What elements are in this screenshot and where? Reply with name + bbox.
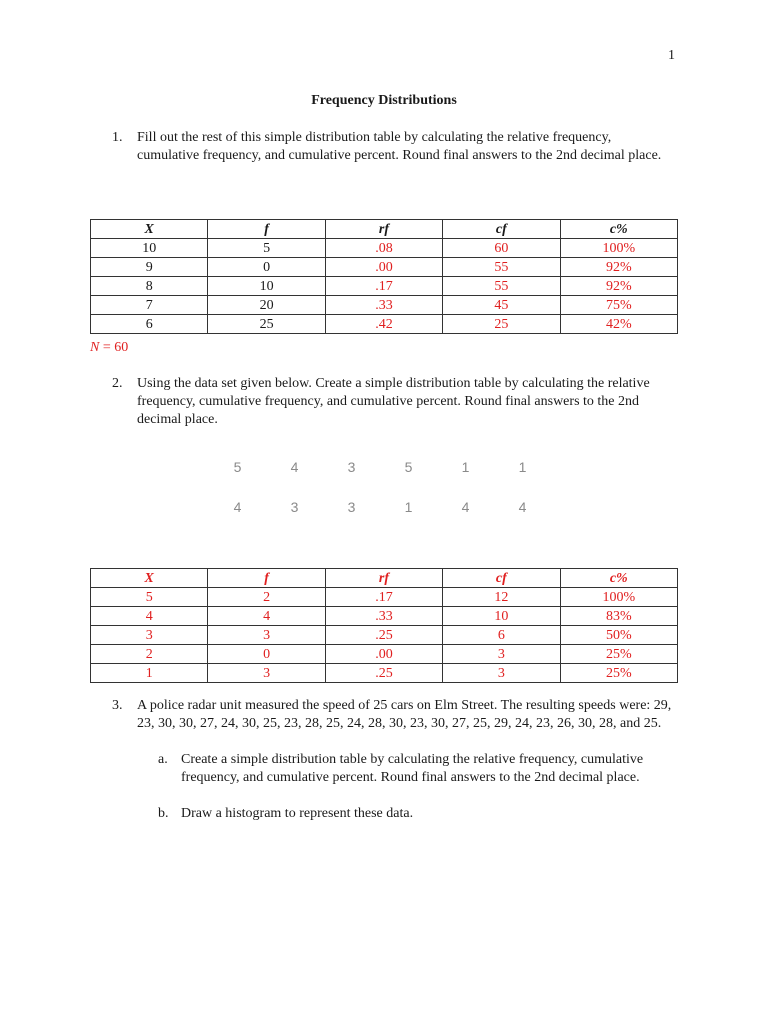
table-header-row [91, 220, 678, 239]
cell-x: 8 [91, 277, 208, 296]
cell-cf: 10 [443, 607, 560, 626]
header-cpercent: c% [560, 220, 677, 239]
cell-f: 2 [208, 588, 325, 607]
q1-distribution-table [90, 219, 678, 334]
header-rf: rf [325, 220, 442, 239]
cell-x: 10 [91, 239, 208, 258]
question-2 [112, 375, 672, 429]
sub-question-text: Draw a histogram to represent these data. [181, 806, 414, 821]
cell-cf: 3 [443, 645, 560, 664]
question-1 [112, 129, 672, 165]
dataset-value: 1 [518, 459, 527, 475]
question-3 [112, 697, 672, 733]
dataset-value: 1 [461, 459, 470, 475]
cell-f: 0 [208, 258, 325, 277]
cell-f: 0 [208, 645, 325, 664]
cell-f: 5 [208, 239, 325, 258]
cell-rf: .17 [325, 277, 442, 296]
cell-cpercent: 92% [560, 258, 677, 277]
cell-f: 3 [208, 626, 325, 645]
header-rf: rf [325, 569, 442, 588]
q2-distribution-table [90, 568, 678, 683]
dataset-row-1 [209, 459, 551, 475]
cell-cpercent: 75% [560, 296, 677, 315]
table-row [91, 239, 678, 258]
cell-rf: .33 [325, 296, 442, 315]
cell-cpercent: 42% [560, 315, 677, 334]
cell-cf: 3 [443, 664, 560, 683]
cell-rf: .25 [325, 664, 442, 683]
header-x: X [91, 569, 208, 588]
question-text: Using the data set given below. Create a simple distribution table by calculating the relative frequency, cumulative frequency, and cumulative percent. Round final answers to the 2nd decimal place. [137, 376, 650, 427]
cell-rf: .00 [325, 645, 442, 664]
table-row [91, 626, 678, 645]
cell-rf: .17 [325, 588, 442, 607]
header-f: f [208, 569, 325, 588]
question-text: A police radar unit measured the speed of 25 cars on Elm Street. The resulting speeds were: 29, 23, 30, 30, 27, 24, 30, 25, 23, 28, 25, 24, 28, 30, 23, 30, 27, 25, 29, 24, 23, 26, 30, 28, and 25. [137, 698, 672, 731]
dataset-row-2 [209, 499, 551, 515]
cell-x: 6 [91, 315, 208, 334]
cell-cf: 55 [443, 277, 560, 296]
cell-x: 2 [91, 645, 208, 664]
header-cpercent: c% [560, 569, 677, 588]
cell-cpercent: 25% [560, 645, 677, 664]
n-value: = 60 [99, 340, 129, 355]
cell-f: 25 [208, 315, 325, 334]
cell-cf: 60 [443, 239, 560, 258]
table-row [91, 607, 678, 626]
page-title: Frequency Distributions [311, 93, 457, 108]
table-row [91, 296, 678, 315]
dataset-value: 5 [404, 459, 413, 475]
dataset-value: 4 [233, 499, 242, 515]
dataset-value: 4 [461, 499, 470, 515]
cell-cpercent: 50% [560, 626, 677, 645]
question-number: 3. [112, 698, 123, 713]
cell-x: 1 [91, 664, 208, 683]
sub-question-letter: b. [158, 806, 169, 821]
header-cf: cf [443, 220, 560, 239]
sub-question-text: Create a simple distribution table by calculating the relative frequency, cumulative frequency, and cumulative percent. Round final answers to the 2nd decimal place. [181, 752, 644, 785]
cell-x: 3 [91, 626, 208, 645]
n-symbol: N [90, 340, 100, 355]
question-number: 1. [112, 130, 123, 145]
cell-f: 10 [208, 277, 325, 296]
cell-rf: .00 [325, 258, 442, 277]
dataset-value: 4 [290, 459, 299, 475]
cell-cf: 6 [443, 626, 560, 645]
cell-cf: 55 [443, 258, 560, 277]
table-row [91, 277, 678, 296]
n-total-label [90, 340, 128, 356]
table-header-row [91, 569, 678, 588]
dataset-value: 3 [347, 459, 356, 475]
cell-rf: .08 [325, 239, 442, 258]
table-row [91, 258, 678, 277]
cell-rf: .25 [325, 626, 442, 645]
header-cf: cf [443, 569, 560, 588]
cell-cf: 12 [443, 588, 560, 607]
cell-cpercent: 92% [560, 277, 677, 296]
dataset-value: 3 [347, 499, 356, 515]
table-row [91, 315, 678, 334]
cell-f: 3 [208, 664, 325, 683]
cell-rf: .33 [325, 607, 442, 626]
cell-f: 20 [208, 296, 325, 315]
table-row [91, 645, 678, 664]
table-row [91, 664, 678, 683]
sub-question-letter: a. [158, 752, 168, 767]
page-number: 1 [668, 48, 675, 63]
question-3a [158, 751, 678, 787]
header-f: f [208, 220, 325, 239]
cell-cpercent: 100% [560, 588, 677, 607]
dataset-value: 4 [518, 499, 527, 515]
cell-cpercent: 100% [560, 239, 677, 258]
cell-x: 7 [91, 296, 208, 315]
cell-x: 4 [91, 607, 208, 626]
question-3b [158, 805, 678, 823]
cell-rf: .42 [325, 315, 442, 334]
cell-x: 9 [91, 258, 208, 277]
header-x: X [91, 220, 208, 239]
cell-cf: 25 [443, 315, 560, 334]
cell-f: 4 [208, 607, 325, 626]
table-row [91, 588, 678, 607]
dataset-value: 1 [404, 499, 413, 515]
cell-cf: 45 [443, 296, 560, 315]
cell-x: 5 [91, 588, 208, 607]
cell-cpercent: 83% [560, 607, 677, 626]
cell-cpercent: 25% [560, 664, 677, 683]
question-number: 2. [112, 376, 123, 391]
dataset-value: 5 [233, 459, 242, 475]
question-text: Fill out the rest of this simple distribution table by calculating the relative frequency, cumulative frequency, and cumulative percent. Round final answers to the 2nd decimal place. [137, 130, 662, 163]
dataset-value: 3 [290, 499, 299, 515]
